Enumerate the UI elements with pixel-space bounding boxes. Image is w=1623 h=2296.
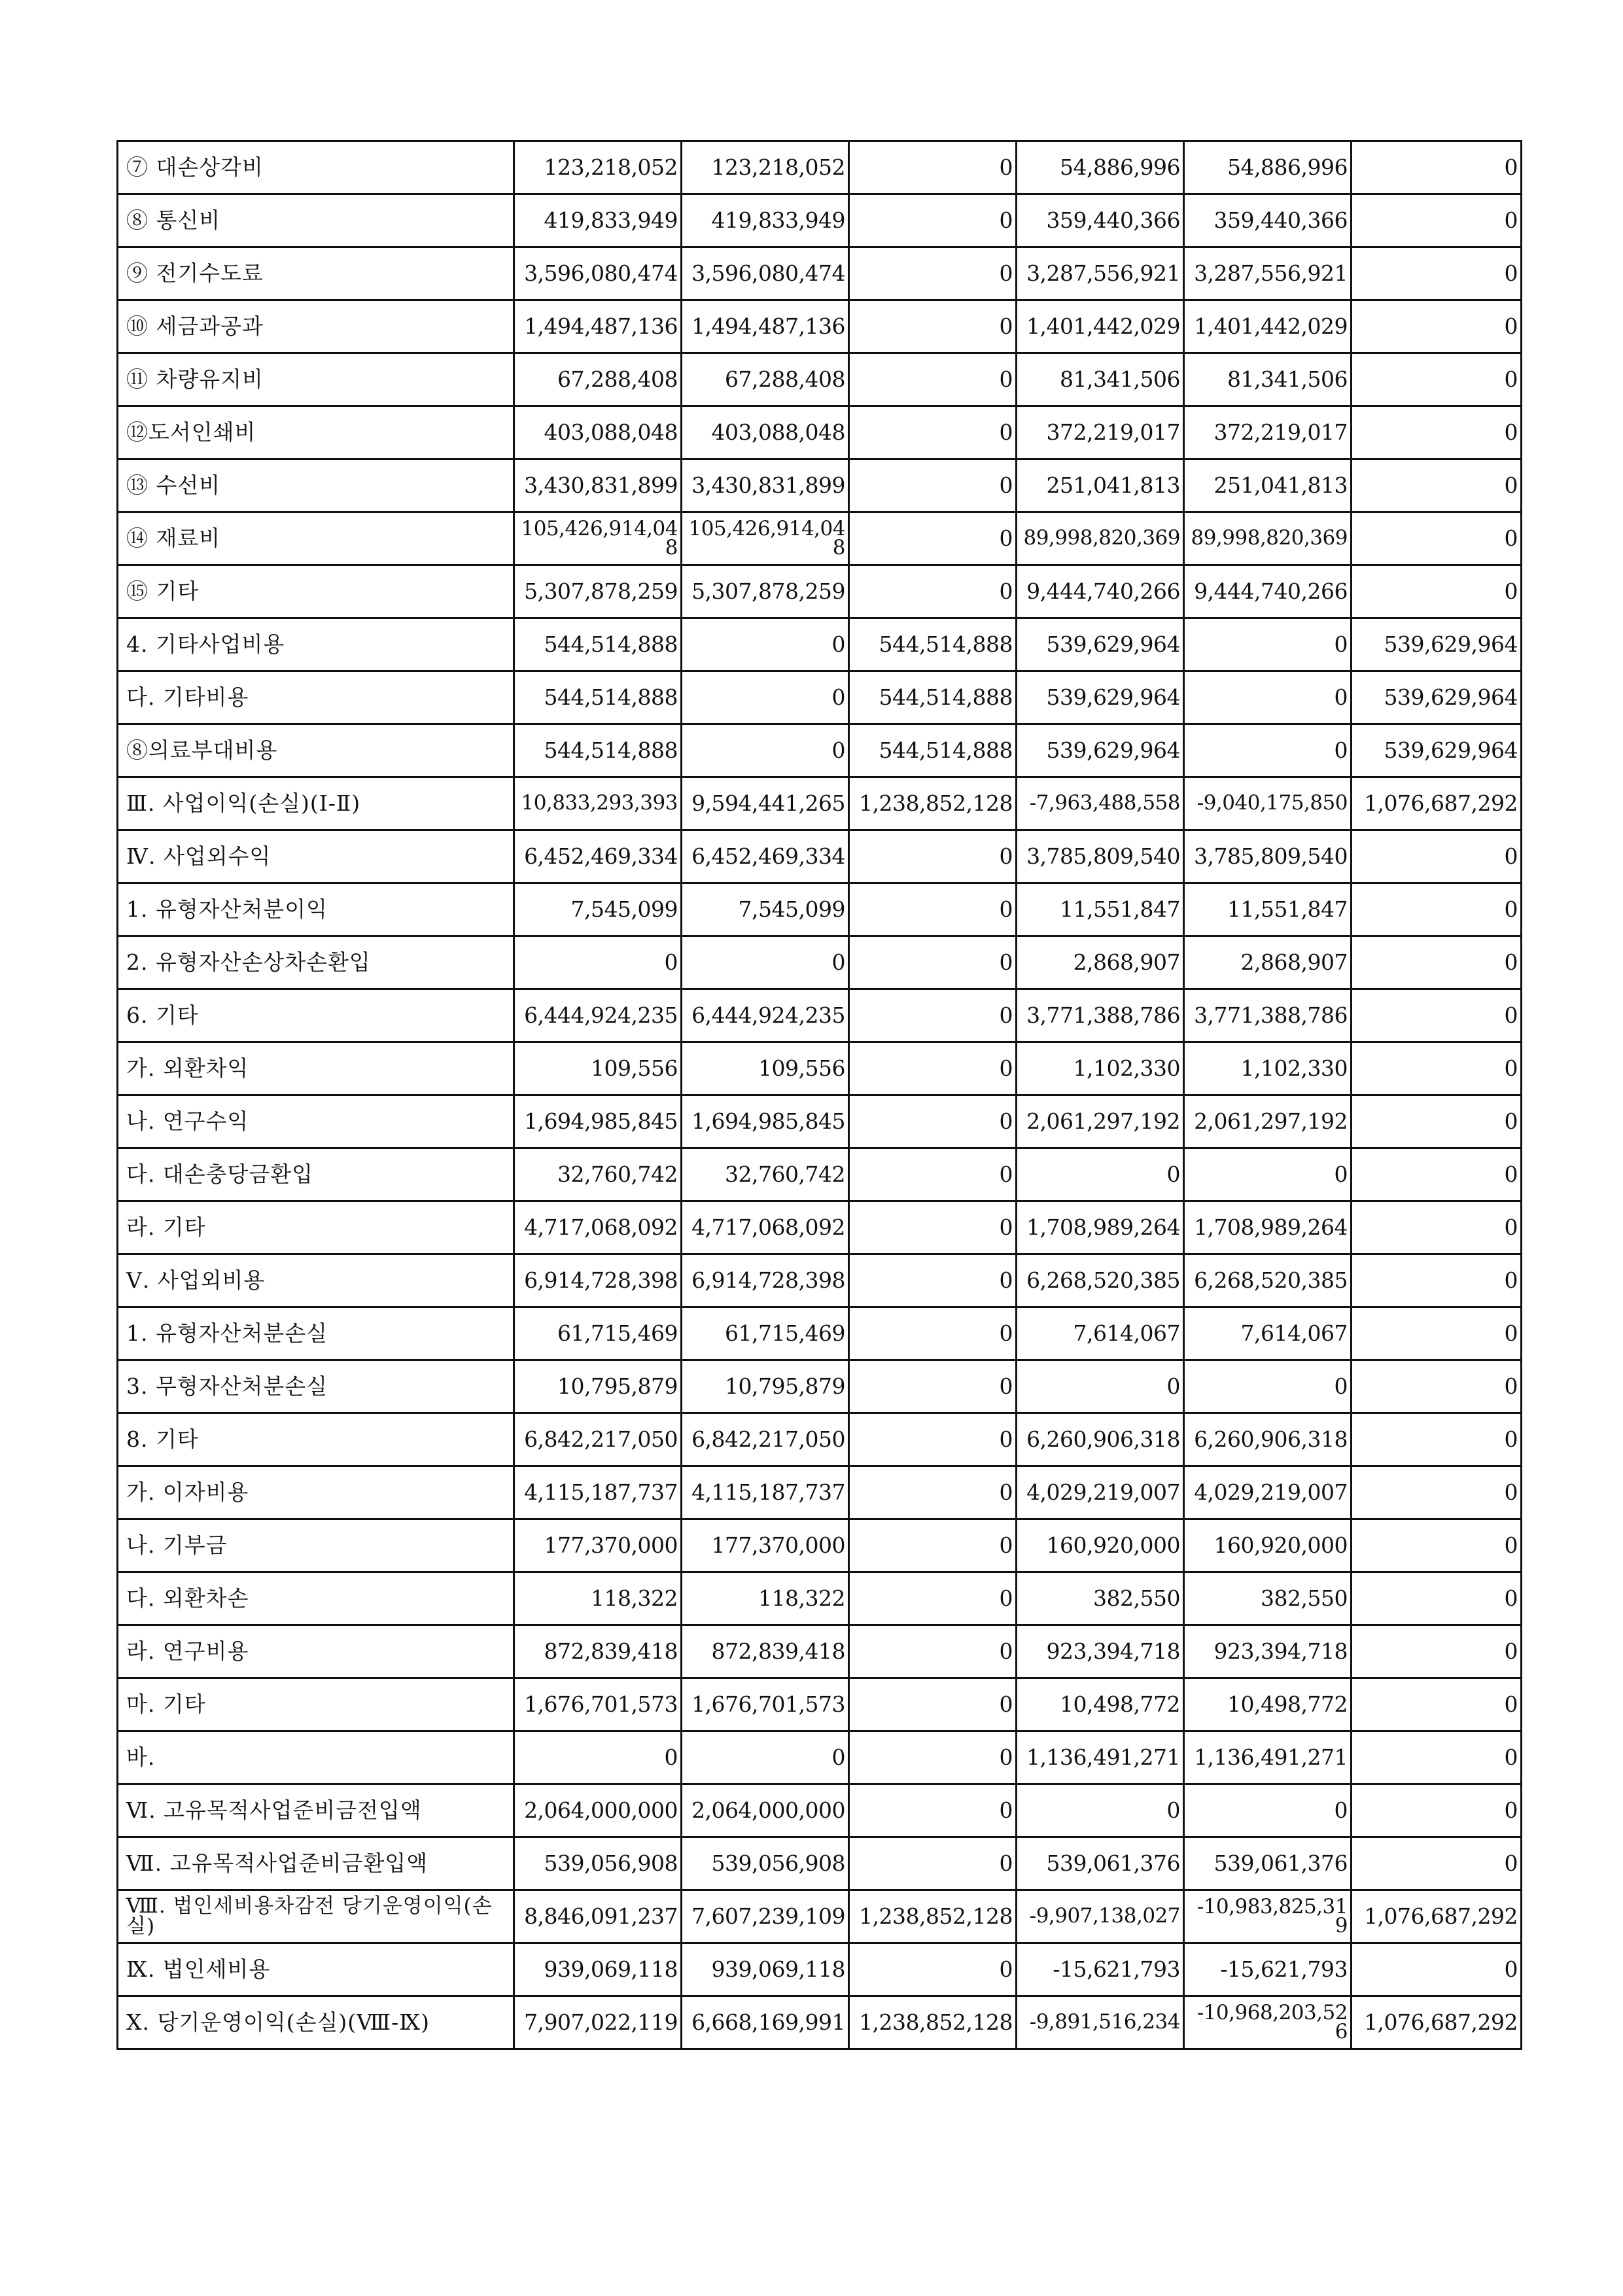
amount-cell-1: 3,596,080,474 bbox=[514, 247, 682, 300]
row-label: 라. 연구비용 bbox=[118, 1625, 514, 1678]
amount-cell-6: 0 bbox=[1352, 194, 1522, 247]
amount-cell-2: 177,370,000 bbox=[682, 1519, 849, 1572]
amount-cell-1: 8,846,091,237 bbox=[514, 1890, 682, 1943]
amount-cell-2: 403,088,048 bbox=[682, 406, 849, 459]
amount-cell-5: 923,394,718 bbox=[1184, 1625, 1352, 1678]
amount-cell-1: 10,833,293,393 bbox=[514, 777, 682, 830]
amount-cell-3: 0 bbox=[849, 459, 1017, 512]
amount-cell-4: 251,041,813 bbox=[1017, 459, 1184, 512]
amount-cell-2: 0 bbox=[682, 724, 849, 777]
amount-cell-2: 10,795,879 bbox=[682, 1360, 849, 1413]
table-row bbox=[118, 300, 1522, 353]
amount-cell-3: 544,514,888 bbox=[849, 724, 1017, 777]
table-row bbox=[118, 671, 1522, 724]
amount-cell-4: 9,444,740,266 bbox=[1017, 565, 1184, 618]
amount-cell-4: 3,771,388,786 bbox=[1017, 989, 1184, 1042]
table-row bbox=[118, 1307, 1522, 1360]
row-label: 다. 기타비용 bbox=[118, 671, 514, 724]
amount-cell-4: -9,907,138,027 bbox=[1017, 1890, 1184, 1943]
amount-cell-2: 539,056,908 bbox=[682, 1837, 849, 1890]
amount-cell-3: 0 bbox=[849, 1254, 1017, 1307]
table-row bbox=[118, 618, 1522, 671]
amount-cell-4: 2,868,907 bbox=[1017, 936, 1184, 989]
row-label: ⑬ 수선비 bbox=[118, 459, 514, 512]
table-row bbox=[118, 247, 1522, 300]
amount-cell-5: 1,708,989,264 bbox=[1184, 1201, 1352, 1254]
amount-cell-5: -15,621,793 bbox=[1184, 1943, 1352, 1996]
row-label: 라. 기타 bbox=[118, 1201, 514, 1254]
row-label: Ⅲ. 사업이익(손실)(Ⅰ-Ⅱ) bbox=[118, 777, 514, 830]
table-row bbox=[118, 1201, 1522, 1254]
amount-cell-2: 1,676,701,573 bbox=[682, 1678, 849, 1731]
amount-cell-3: 0 bbox=[849, 247, 1017, 300]
amount-cell-2: 105,426,914,048 bbox=[682, 512, 849, 565]
amount-cell-4: 372,219,017 bbox=[1017, 406, 1184, 459]
amount-cell-6: 0 bbox=[1352, 1837, 1522, 1890]
table-row bbox=[118, 1572, 1522, 1625]
amount-cell-3: 0 bbox=[849, 300, 1017, 353]
amount-cell-5: 9,444,740,266 bbox=[1184, 565, 1352, 618]
row-label: 나. 기부금 bbox=[118, 1519, 514, 1572]
amount-cell-1: 118,322 bbox=[514, 1572, 682, 1625]
row-label: Ⅶ. 고유목적사업준비금환입액 bbox=[118, 1837, 514, 1890]
amount-cell-2: 123,218,052 bbox=[682, 141, 849, 194]
amount-cell-1: 6,914,728,398 bbox=[514, 1254, 682, 1307]
amount-cell-4: 11,551,847 bbox=[1017, 883, 1184, 936]
amount-cell-2: 872,839,418 bbox=[682, 1625, 849, 1678]
amount-cell-4: 1,708,989,264 bbox=[1017, 1201, 1184, 1254]
amount-cell-5: 3,287,556,921 bbox=[1184, 247, 1352, 300]
amount-cell-6: 0 bbox=[1352, 512, 1522, 565]
amount-cell-1: 1,694,985,845 bbox=[514, 1095, 682, 1148]
amount-cell-6: 539,629,964 bbox=[1352, 618, 1522, 671]
table-row bbox=[118, 1731, 1522, 1784]
row-label: ⑧ 통신비 bbox=[118, 194, 514, 247]
amount-cell-1: 544,514,888 bbox=[514, 671, 682, 724]
amount-cell-2: 3,430,831,899 bbox=[682, 459, 849, 512]
table-row bbox=[118, 1678, 1522, 1731]
amount-cell-5: -9,040,175,850 bbox=[1184, 777, 1352, 830]
amount-cell-3: 0 bbox=[849, 1413, 1017, 1466]
amount-cell-1: 5,307,878,259 bbox=[514, 565, 682, 618]
amount-cell-3: 0 bbox=[849, 1307, 1017, 1360]
amount-cell-5: 1,102,330 bbox=[1184, 1042, 1352, 1095]
amount-cell-1: 6,452,469,334 bbox=[514, 830, 682, 883]
amount-cell-2: 4,717,068,092 bbox=[682, 1201, 849, 1254]
row-label: 1. 유형자산처분이익 bbox=[118, 883, 514, 936]
amount-cell-4: 6,260,906,318 bbox=[1017, 1413, 1184, 1466]
amount-cell-5: 89,998,820,369 bbox=[1184, 512, 1352, 565]
amount-cell-4: 6,268,520,385 bbox=[1017, 1254, 1184, 1307]
row-label: Ⅳ. 사업외수익 bbox=[118, 830, 514, 883]
amount-cell-5: 11,551,847 bbox=[1184, 883, 1352, 936]
amount-cell-1: 544,514,888 bbox=[514, 618, 682, 671]
amount-cell-2: 2,064,000,000 bbox=[682, 1784, 849, 1837]
table-row bbox=[118, 1360, 1522, 1413]
amount-cell-5: 3,785,809,540 bbox=[1184, 830, 1352, 883]
amount-cell-4: 539,629,964 bbox=[1017, 618, 1184, 671]
amount-cell-6: 0 bbox=[1352, 1572, 1522, 1625]
table-row bbox=[118, 1413, 1522, 1466]
table-row bbox=[118, 1042, 1522, 1095]
amount-cell-4: 160,920,000 bbox=[1017, 1519, 1184, 1572]
amount-cell-3: 0 bbox=[849, 936, 1017, 989]
amount-cell-4: 54,886,996 bbox=[1017, 141, 1184, 194]
row-label: 나. 연구수익 bbox=[118, 1095, 514, 1148]
amount-cell-3: 0 bbox=[849, 1360, 1017, 1413]
amount-cell-4: 539,629,964 bbox=[1017, 671, 1184, 724]
amount-cell-2: 32,760,742 bbox=[682, 1148, 849, 1201]
amount-cell-4: -9,891,516,234 bbox=[1017, 1996, 1184, 2049]
amount-cell-2: 6,668,169,991 bbox=[682, 1996, 849, 2049]
amount-cell-4: 382,550 bbox=[1017, 1572, 1184, 1625]
amount-cell-3: 0 bbox=[849, 1466, 1017, 1519]
table-row bbox=[118, 141, 1522, 194]
amount-cell-3: 0 bbox=[849, 565, 1017, 618]
amount-cell-6: 0 bbox=[1352, 1254, 1522, 1307]
amount-cell-6: 0 bbox=[1352, 1784, 1522, 1837]
row-label: ⑩ 세금과공과 bbox=[118, 300, 514, 353]
amount-cell-1: 544,514,888 bbox=[514, 724, 682, 777]
amount-cell-5: 1,401,442,029 bbox=[1184, 300, 1352, 353]
row-label: 6. 기타 bbox=[118, 989, 514, 1042]
amount-cell-4: -15,621,793 bbox=[1017, 1943, 1184, 1996]
table-row bbox=[118, 459, 1522, 512]
row-label: ⑦ 대손상각비 bbox=[118, 141, 514, 194]
amount-cell-4: 0 bbox=[1017, 1784, 1184, 1837]
amount-cell-6: 0 bbox=[1352, 1519, 1522, 1572]
amount-cell-3: 0 bbox=[849, 353, 1017, 406]
row-label: 1. 유형자산처분손실 bbox=[118, 1307, 514, 1360]
amount-cell-6: 1,076,687,292 bbox=[1352, 1996, 1522, 2049]
amount-cell-6: 0 bbox=[1352, 1148, 1522, 1201]
amount-cell-6: 0 bbox=[1352, 1307, 1522, 1360]
table-row bbox=[118, 1625, 1522, 1678]
amount-cell-5: 382,550 bbox=[1184, 1572, 1352, 1625]
amount-cell-5: 4,029,219,007 bbox=[1184, 1466, 1352, 1519]
amount-cell-5: 0 bbox=[1184, 724, 1352, 777]
table-row bbox=[118, 1996, 1522, 2049]
amount-cell-1: 0 bbox=[514, 1731, 682, 1784]
amount-cell-3: 0 bbox=[849, 1943, 1017, 1996]
amount-cell-2: 419,833,949 bbox=[682, 194, 849, 247]
amount-cell-6: 0 bbox=[1352, 936, 1522, 989]
amount-cell-5: 0 bbox=[1184, 618, 1352, 671]
amount-cell-6: 0 bbox=[1352, 1625, 1522, 1678]
amount-cell-2: 1,494,487,136 bbox=[682, 300, 849, 353]
table-row bbox=[118, 194, 1522, 247]
row-label: 가. 외환차익 bbox=[118, 1042, 514, 1095]
amount-cell-2: 109,556 bbox=[682, 1042, 849, 1095]
amount-cell-1: 403,088,048 bbox=[514, 406, 682, 459]
amount-cell-2: 118,322 bbox=[682, 1572, 849, 1625]
amount-cell-3: 0 bbox=[849, 1731, 1017, 1784]
row-label: 4. 기타사업비용 bbox=[118, 618, 514, 671]
amount-cell-5: 539,061,376 bbox=[1184, 1837, 1352, 1890]
row-label: Ⅸ. 법인세비용 bbox=[118, 1943, 514, 1996]
amount-cell-6: 0 bbox=[1352, 989, 1522, 1042]
amount-cell-5: 1,136,491,271 bbox=[1184, 1731, 1352, 1784]
row-label: ⑧의료부대비용 bbox=[118, 724, 514, 777]
amount-cell-2: 61,715,469 bbox=[682, 1307, 849, 1360]
amount-cell-2: 6,452,469,334 bbox=[682, 830, 849, 883]
amount-cell-3: 0 bbox=[849, 406, 1017, 459]
amount-cell-1: 6,842,217,050 bbox=[514, 1413, 682, 1466]
amount-cell-2: 3,596,080,474 bbox=[682, 247, 849, 300]
amount-cell-4: 1,401,442,029 bbox=[1017, 300, 1184, 353]
amount-cell-1: 61,715,469 bbox=[514, 1307, 682, 1360]
amount-cell-2: 4,115,187,737 bbox=[682, 1466, 849, 1519]
amount-cell-1: 3,430,831,899 bbox=[514, 459, 682, 512]
income-statement-table bbox=[116, 140, 1522, 2050]
amount-cell-4: 359,440,366 bbox=[1017, 194, 1184, 247]
amount-cell-4: 0 bbox=[1017, 1148, 1184, 1201]
amount-cell-2: 6,842,217,050 bbox=[682, 1413, 849, 1466]
amount-cell-3: 0 bbox=[849, 1519, 1017, 1572]
amount-cell-1: 67,288,408 bbox=[514, 353, 682, 406]
amount-cell-4: 539,629,964 bbox=[1017, 724, 1184, 777]
amount-cell-6: 0 bbox=[1352, 1731, 1522, 1784]
amount-cell-5: 0 bbox=[1184, 671, 1352, 724]
table-row bbox=[118, 512, 1522, 565]
amount-cell-1: 4,717,068,092 bbox=[514, 1201, 682, 1254]
amount-cell-4: 923,394,718 bbox=[1017, 1625, 1184, 1678]
amount-cell-1: 32,760,742 bbox=[514, 1148, 682, 1201]
table-row bbox=[118, 565, 1522, 618]
table-row bbox=[118, 353, 1522, 406]
table-row bbox=[118, 1254, 1522, 1307]
amount-cell-3: 0 bbox=[849, 883, 1017, 936]
amount-cell-1: 123,218,052 bbox=[514, 141, 682, 194]
amount-cell-5: 7,614,067 bbox=[1184, 1307, 1352, 1360]
amount-cell-6: 0 bbox=[1352, 1466, 1522, 1519]
amount-cell-2: 0 bbox=[682, 936, 849, 989]
row-label: ⑪ 차량유지비 bbox=[118, 353, 514, 406]
amount-cell-3: 1,238,852,128 bbox=[849, 777, 1017, 830]
amount-cell-5: 2,061,297,192 bbox=[1184, 1095, 1352, 1148]
amount-cell-6: 0 bbox=[1352, 830, 1522, 883]
amount-cell-2: 5,307,878,259 bbox=[682, 565, 849, 618]
row-label: Ⅷ. 법인세비용차감전 당기운영이익(손실) bbox=[118, 1890, 514, 1943]
row-label: Ⅹ. 당기운영이익(손실)(Ⅷ-Ⅸ) bbox=[118, 1996, 514, 2049]
row-label: 가. 이자비용 bbox=[118, 1466, 514, 1519]
amount-cell-1: 419,833,949 bbox=[514, 194, 682, 247]
table-row bbox=[118, 1890, 1522, 1943]
amount-cell-1: 939,069,118 bbox=[514, 1943, 682, 1996]
amount-cell-3: 1,238,852,128 bbox=[849, 1890, 1017, 1943]
row-label: ⑭ 재료비 bbox=[118, 512, 514, 565]
amount-cell-5: -10,983,825,319 bbox=[1184, 1890, 1352, 1943]
amount-cell-4: 1,102,330 bbox=[1017, 1042, 1184, 1095]
table-row bbox=[118, 1784, 1522, 1837]
amount-cell-4: 81,341,506 bbox=[1017, 353, 1184, 406]
row-label: 3. 무형자산처분손실 bbox=[118, 1360, 514, 1413]
amount-cell-2: 0 bbox=[682, 671, 849, 724]
amount-cell-6: 539,629,964 bbox=[1352, 671, 1522, 724]
amount-cell-4: 2,061,297,192 bbox=[1017, 1095, 1184, 1148]
amount-cell-6: 0 bbox=[1352, 1413, 1522, 1466]
amount-cell-2: 6,914,728,398 bbox=[682, 1254, 849, 1307]
amount-cell-1: 105,426,914,048 bbox=[514, 512, 682, 565]
amount-cell-6: 0 bbox=[1352, 1201, 1522, 1254]
table-row bbox=[118, 1095, 1522, 1148]
amount-cell-5: 10,498,772 bbox=[1184, 1678, 1352, 1731]
amount-cell-1: 0 bbox=[514, 936, 682, 989]
amount-cell-6: 0 bbox=[1352, 1360, 1522, 1413]
amount-cell-5: -10,968,203,526 bbox=[1184, 1996, 1352, 2049]
table-row bbox=[118, 1148, 1522, 1201]
table-row bbox=[118, 724, 1522, 777]
table-row bbox=[118, 936, 1522, 989]
amount-cell-4: 3,785,809,540 bbox=[1017, 830, 1184, 883]
row-label: 마. 기타 bbox=[118, 1678, 514, 1731]
row-label: 다. 외환차손 bbox=[118, 1572, 514, 1625]
amount-cell-1: 7,545,099 bbox=[514, 883, 682, 936]
table-row bbox=[118, 1837, 1522, 1890]
amount-cell-4: 3,287,556,921 bbox=[1017, 247, 1184, 300]
amount-cell-3: 0 bbox=[849, 194, 1017, 247]
amount-cell-1: 539,056,908 bbox=[514, 1837, 682, 1890]
amount-cell-4: 4,029,219,007 bbox=[1017, 1466, 1184, 1519]
table-row bbox=[118, 989, 1522, 1042]
amount-cell-6: 1,076,687,292 bbox=[1352, 1890, 1522, 1943]
amount-cell-1: 177,370,000 bbox=[514, 1519, 682, 1572]
row-label: 2. 유형자산손상차손환입 bbox=[118, 936, 514, 989]
amount-cell-3: 0 bbox=[849, 1095, 1017, 1148]
row-label: Ⅵ. 고유목적사업준비금전입액 bbox=[118, 1784, 514, 1837]
amount-cell-6: 0 bbox=[1352, 883, 1522, 936]
amount-cell-5: 2,868,907 bbox=[1184, 936, 1352, 989]
amount-cell-1: 10,795,879 bbox=[514, 1360, 682, 1413]
amount-cell-6: 0 bbox=[1352, 459, 1522, 512]
amount-cell-1: 4,115,187,737 bbox=[514, 1466, 682, 1519]
amount-cell-6: 0 bbox=[1352, 1943, 1522, 1996]
amount-cell-1: 109,556 bbox=[514, 1042, 682, 1095]
amount-cell-3: 0 bbox=[849, 1201, 1017, 1254]
row-label: ⑨ 전기수도료 bbox=[118, 247, 514, 300]
amount-cell-4: -7,963,488,558 bbox=[1017, 777, 1184, 830]
row-label: Ⅴ. 사업외비용 bbox=[118, 1254, 514, 1307]
amount-cell-3: 0 bbox=[849, 141, 1017, 194]
amount-cell-2: 9,594,441,265 bbox=[682, 777, 849, 830]
amount-cell-1: 7,907,022,119 bbox=[514, 1996, 682, 2049]
amount-cell-6: 0 bbox=[1352, 141, 1522, 194]
amount-cell-5: 251,041,813 bbox=[1184, 459, 1352, 512]
amount-cell-6: 0 bbox=[1352, 247, 1522, 300]
amount-cell-3: 0 bbox=[849, 1678, 1017, 1731]
amount-cell-6: 0 bbox=[1352, 565, 1522, 618]
amount-cell-3: 1,238,852,128 bbox=[849, 1996, 1017, 2049]
amount-cell-4: 539,061,376 bbox=[1017, 1837, 1184, 1890]
amount-cell-1: 6,444,924,235 bbox=[514, 989, 682, 1042]
table-row bbox=[118, 1943, 1522, 1996]
amount-cell-6: 0 bbox=[1352, 353, 1522, 406]
table-row bbox=[118, 777, 1522, 830]
table-row bbox=[118, 830, 1522, 883]
amount-cell-5: 6,260,906,318 bbox=[1184, 1413, 1352, 1466]
row-label: 바. bbox=[118, 1731, 514, 1784]
amount-cell-6: 0 bbox=[1352, 300, 1522, 353]
amount-cell-3: 0 bbox=[849, 512, 1017, 565]
amount-cell-2: 0 bbox=[682, 1731, 849, 1784]
amount-cell-4: 10,498,772 bbox=[1017, 1678, 1184, 1731]
amount-cell-3: 0 bbox=[849, 830, 1017, 883]
table-row bbox=[118, 1519, 1522, 1572]
amount-cell-2: 0 bbox=[682, 618, 849, 671]
amount-cell-1: 2,064,000,000 bbox=[514, 1784, 682, 1837]
amount-cell-6: 0 bbox=[1352, 1678, 1522, 1731]
amount-cell-4: 0 bbox=[1017, 1360, 1184, 1413]
table-row bbox=[118, 406, 1522, 459]
amount-cell-3: 0 bbox=[849, 1625, 1017, 1678]
amount-cell-2: 939,069,118 bbox=[682, 1943, 849, 1996]
amount-cell-5: 6,268,520,385 bbox=[1184, 1254, 1352, 1307]
amount-cell-4: 7,614,067 bbox=[1017, 1307, 1184, 1360]
table-row bbox=[118, 1466, 1522, 1519]
amount-cell-5: 0 bbox=[1184, 1360, 1352, 1413]
amount-cell-2: 7,607,239,109 bbox=[682, 1890, 849, 1943]
amount-cell-5: 0 bbox=[1184, 1148, 1352, 1201]
amount-cell-3: 0 bbox=[849, 989, 1017, 1042]
amount-cell-3: 0 bbox=[849, 1042, 1017, 1095]
amount-cell-1: 1,494,487,136 bbox=[514, 300, 682, 353]
row-label: 8. 기타 bbox=[118, 1413, 514, 1466]
amount-cell-6: 539,629,964 bbox=[1352, 724, 1522, 777]
amount-cell-2: 1,694,985,845 bbox=[682, 1095, 849, 1148]
table-row bbox=[118, 883, 1522, 936]
amount-cell-4: 89,998,820,369 bbox=[1017, 512, 1184, 565]
amount-cell-2: 6,444,924,235 bbox=[682, 989, 849, 1042]
amount-cell-3: 0 bbox=[849, 1572, 1017, 1625]
amount-cell-3: 0 bbox=[849, 1837, 1017, 1890]
amount-cell-5: 160,920,000 bbox=[1184, 1519, 1352, 1572]
amount-cell-2: 67,288,408 bbox=[682, 353, 849, 406]
amount-cell-3: 544,514,888 bbox=[849, 618, 1017, 671]
amount-cell-2: 7,545,099 bbox=[682, 883, 849, 936]
amount-cell-6: 0 bbox=[1352, 406, 1522, 459]
amount-cell-5: 81,341,506 bbox=[1184, 353, 1352, 406]
amount-cell-3: 544,514,888 bbox=[849, 671, 1017, 724]
amount-cell-5: 3,771,388,786 bbox=[1184, 989, 1352, 1042]
amount-cell-5: 372,219,017 bbox=[1184, 406, 1352, 459]
amount-cell-6: 1,076,687,292 bbox=[1352, 777, 1522, 830]
amount-cell-3: 0 bbox=[849, 1148, 1017, 1201]
row-label: ⑫도서인쇄비 bbox=[118, 406, 514, 459]
table-body bbox=[118, 141, 1522, 2049]
amount-cell-3: 0 bbox=[849, 1784, 1017, 1837]
row-label: ⑮ 기타 bbox=[118, 565, 514, 618]
amount-cell-5: 54,886,996 bbox=[1184, 141, 1352, 194]
amount-cell-1: 1,676,701,573 bbox=[514, 1678, 682, 1731]
amount-cell-4: 1,136,491,271 bbox=[1017, 1731, 1184, 1784]
amount-cell-6: 0 bbox=[1352, 1095, 1522, 1148]
amount-cell-6: 0 bbox=[1352, 1042, 1522, 1095]
row-label: 다. 대손충당금환입 bbox=[118, 1148, 514, 1201]
amount-cell-1: 872,839,418 bbox=[514, 1625, 682, 1678]
amount-cell-5: 0 bbox=[1184, 1784, 1352, 1837]
amount-cell-5: 359,440,366 bbox=[1184, 194, 1352, 247]
